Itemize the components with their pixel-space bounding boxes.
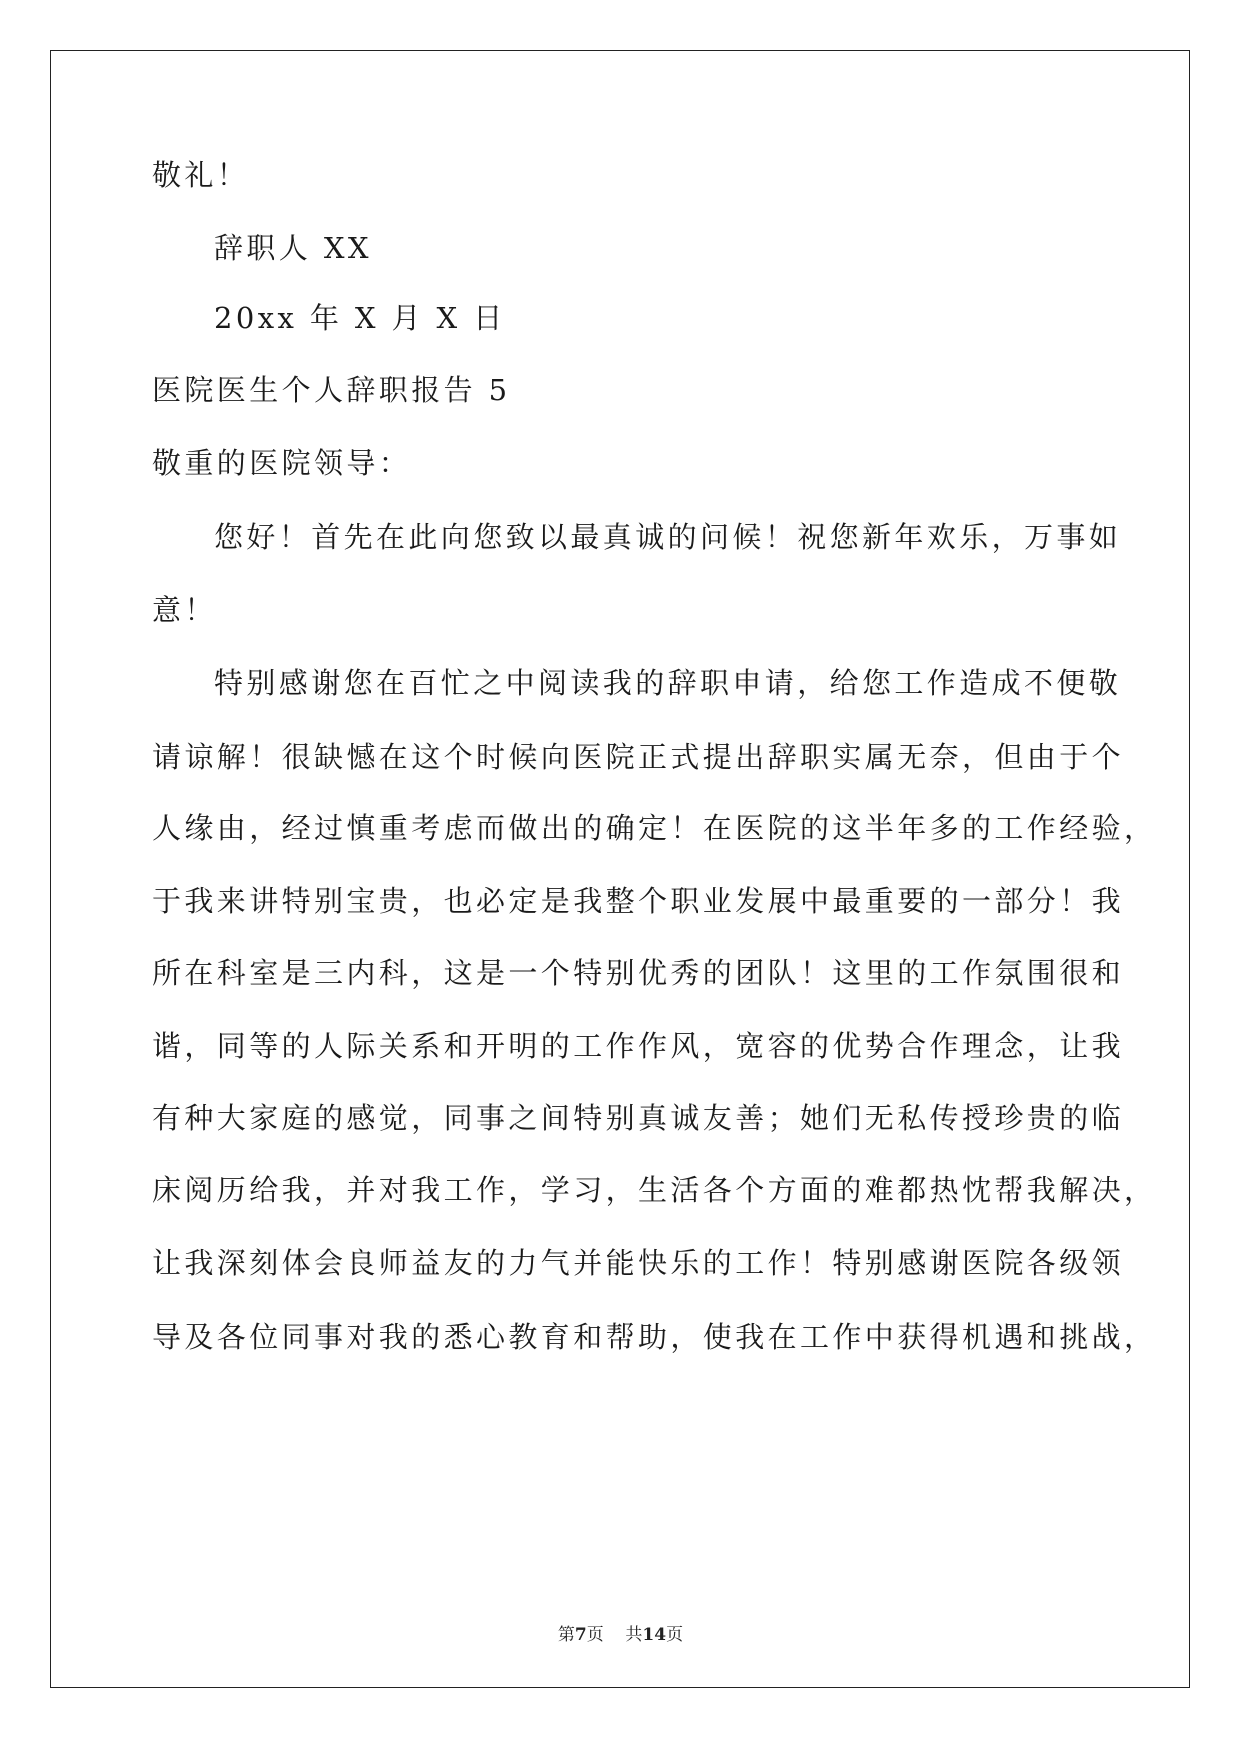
footer-total-prefix: 共 <box>625 1625 643 1645</box>
text-line: 让我深刻体会良师益友的力气并能快乐的工作！特别感谢医院各级领 <box>152 1246 1125 1280</box>
footer-page-suffix: 页 <box>586 1625 604 1645</box>
text-line: 人缘由，经过慎重考虑而做出的确定！在医院的这半年多的工作经验， <box>152 811 1157 845</box>
text-line: 于我来讲特别宝贵，也必定是我整个职业发展中最重要的一部分！我 <box>152 884 1125 918</box>
text-line: 有种大家庭的感觉，同事之间特别真诚友善；她们无私传授珍贵的临 <box>152 1101 1125 1135</box>
text-line: 所在科室是三内科，这是一个特别优秀的团队！这里的工作氛围很和 <box>152 956 1125 990</box>
page-footer <box>0 1620 1241 1645</box>
footer-page-number: 7 <box>574 1625 587 1645</box>
text-line: 请谅解！很缺憾在这个时候向医院正式提出辞职实属无奈，但由于个 <box>152 740 1125 774</box>
page-frame <box>50 50 1190 1688</box>
text-line: 床阅历给我，并对我工作，学习，生活各个方面的难都热忱帮我解决， <box>152 1173 1157 1207</box>
text-line: 敬礼！ <box>152 158 250 192</box>
footer-total-pages: 14 <box>642 1625 667 1645</box>
footer-prefix: 第 <box>557 1625 575 1645</box>
text-line: 谐，同等的人际关系和开明的工作作风，宽容的优势合作理念，让我 <box>152 1029 1125 1063</box>
footer-total-suffix: 页 <box>666 1625 684 1645</box>
text-line: 20xx 年 X 月 X 日 <box>214 301 506 335</box>
text-line: 导及各位同事对我的悉心教育和帮助，使我在工作中获得机遇和挑战， <box>152 1320 1157 1354</box>
text-line: 敬重的医院领导： <box>152 446 412 480</box>
text-line: 特别感谢您在百忙之中阅读我的辞职申请，给您工作造成不便敬 <box>214 666 1122 700</box>
text-line: 医院医生个人辞职报告 5 <box>152 373 511 407</box>
text-line: 您好！首先在此向您致以最真诚的问候！祝您新年欢乐，万事如 <box>214 520 1122 554</box>
text-line: 意！ <box>152 593 217 627</box>
text-line: 辞职人 XX <box>214 231 372 265</box>
